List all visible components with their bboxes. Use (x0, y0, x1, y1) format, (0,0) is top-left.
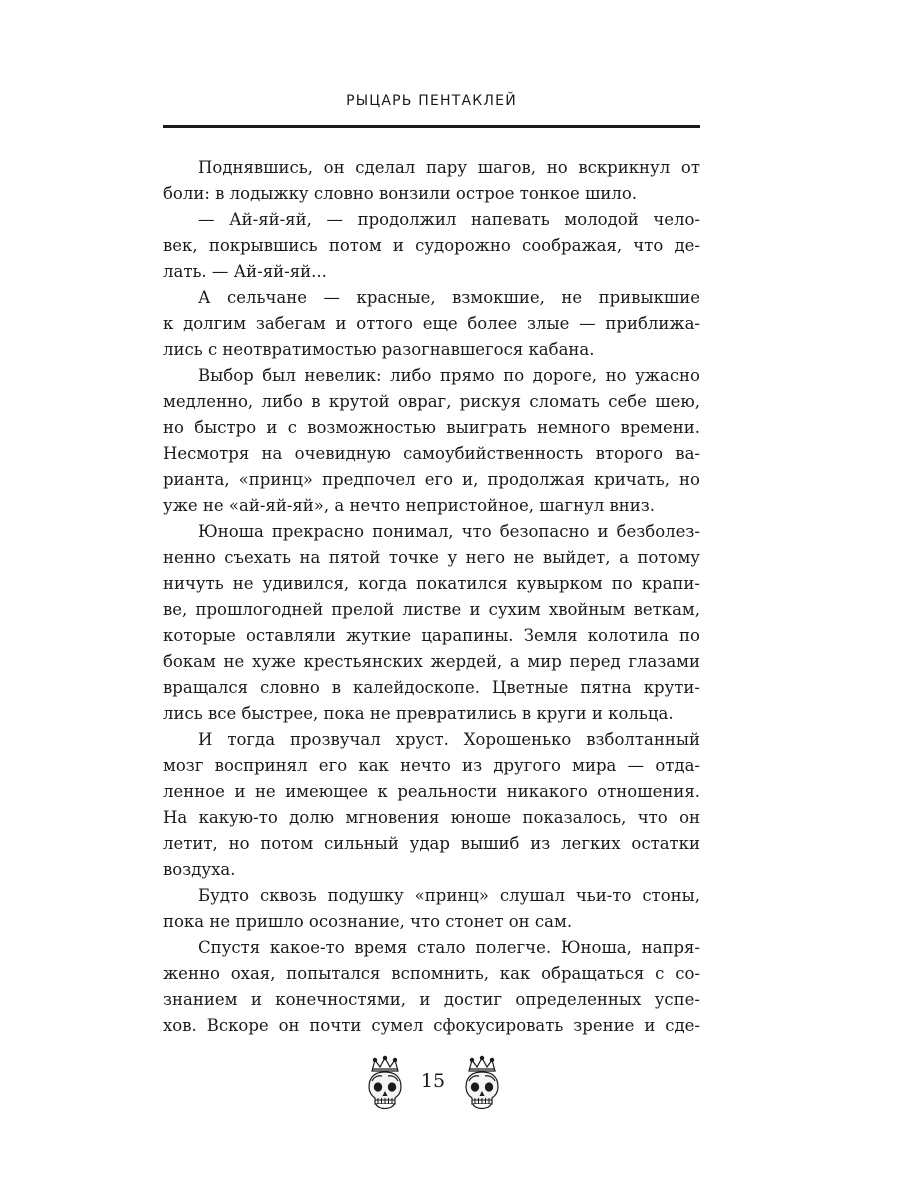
text-line: летит, но потом сильный удар вышиб из легких остатки (163, 834, 700, 853)
text-line: лись все быстрее, пока не превратились в круги и кольца. (163, 704, 674, 723)
text-line: рианта, «принц» предпочел его и, продолжая кричать, но (163, 470, 700, 489)
text-line: уже не «ай-яй-яй», а нечто непристойное, шагнул вниз. (163, 496, 656, 515)
text-line: мозг воспринял его как нечто из другого мира — отда- (163, 756, 700, 775)
text-line: к долгим забегам и оттого еще более злые — приближа- (163, 314, 700, 333)
crowned-skull-icon (460, 1055, 504, 1113)
text-line: Несмотря на очевидную самоубийственность второго ва- (163, 444, 700, 463)
page-folio (355, 1055, 515, 1115)
text-line: Будто сквозь подушку «принц» слушал чьи-то стоны, (198, 886, 700, 905)
text-line: женно охая, попытался вспомнить, как обращаться с со- (163, 964, 700, 983)
text-line: Поднявшись, он сделал пару шагов, но вскрикнул от (198, 158, 700, 177)
text-line: А сельчане — красные, взмокшие, не привыкшие (198, 288, 700, 307)
text-line: хов. Вскоре он почти сумел сфокусировать зрение и сде- (163, 1016, 700, 1035)
text-line: Юноша прекрасно понимал, что безопасно и безболез- (198, 522, 700, 541)
text-line: лись с неотвратимостью разогнавшегося кабана. (163, 340, 595, 359)
text-line: знанием и конечностями, и достиг определенных успе- (163, 990, 700, 1009)
text-line: век, покрывшись потом и судорожно соображая, что де- (163, 236, 700, 255)
page-number: 15 (420, 1070, 446, 1092)
text-line: ненно съехать на пятой точке у него не выйдет, а потому (163, 548, 700, 567)
text-line: медленно, либо в крутой овраг, рискуя сломать себе шею, (163, 392, 700, 411)
text-line: которые оставляли жуткие царапины. Земля колотила по (163, 626, 700, 645)
text-line: воздуха. (163, 860, 236, 879)
text-line: боли: в лодыжку словно вонзили острое тонкое шило. (163, 184, 638, 203)
body-text (163, 155, 700, 1039)
text-line: ничуть не удивился, когда покатился кувырком по крапи- (163, 574, 700, 593)
crowned-skull-icon (363, 1055, 407, 1113)
text-line: но быстро и с возможностью выиграть немного времени. (163, 418, 700, 437)
text-line: ленное и не имеющее к реальности никакого отношения. (163, 782, 700, 801)
text-line: бокам не хуже крестьянских жердей, а мир перед глазами (163, 652, 700, 671)
text-line: пока не пришло осознание, что стонет он сам. (163, 912, 573, 931)
text-line: ве, прошлогодней прелой листве и сухим хвойным веткам, (163, 600, 700, 619)
header-rule (163, 125, 700, 128)
running-head: РЫЦАРЬ ПЕНТАКЛЕЙ (346, 93, 517, 109)
text-line: Выбор был невелик: либо прямо по дороге, но ужасно (198, 366, 700, 385)
text-line: лать. — Ай-яй-яй... (163, 262, 327, 281)
text-line: Спустя какое-то время стало полегче. Юноша, напря- (198, 938, 700, 957)
text-line: На какую-то долю мгновения юноше показалось, что он (163, 808, 700, 827)
text-line: вращался словно в калейдоскопе. Цветные пятна крути- (163, 678, 700, 697)
text-line: И тогда прозвучал хруст. Хорошенько взболтанный (198, 730, 700, 749)
text-line: — Ай-яй-яй, — продолжил напевать молодой чело- (198, 210, 700, 229)
